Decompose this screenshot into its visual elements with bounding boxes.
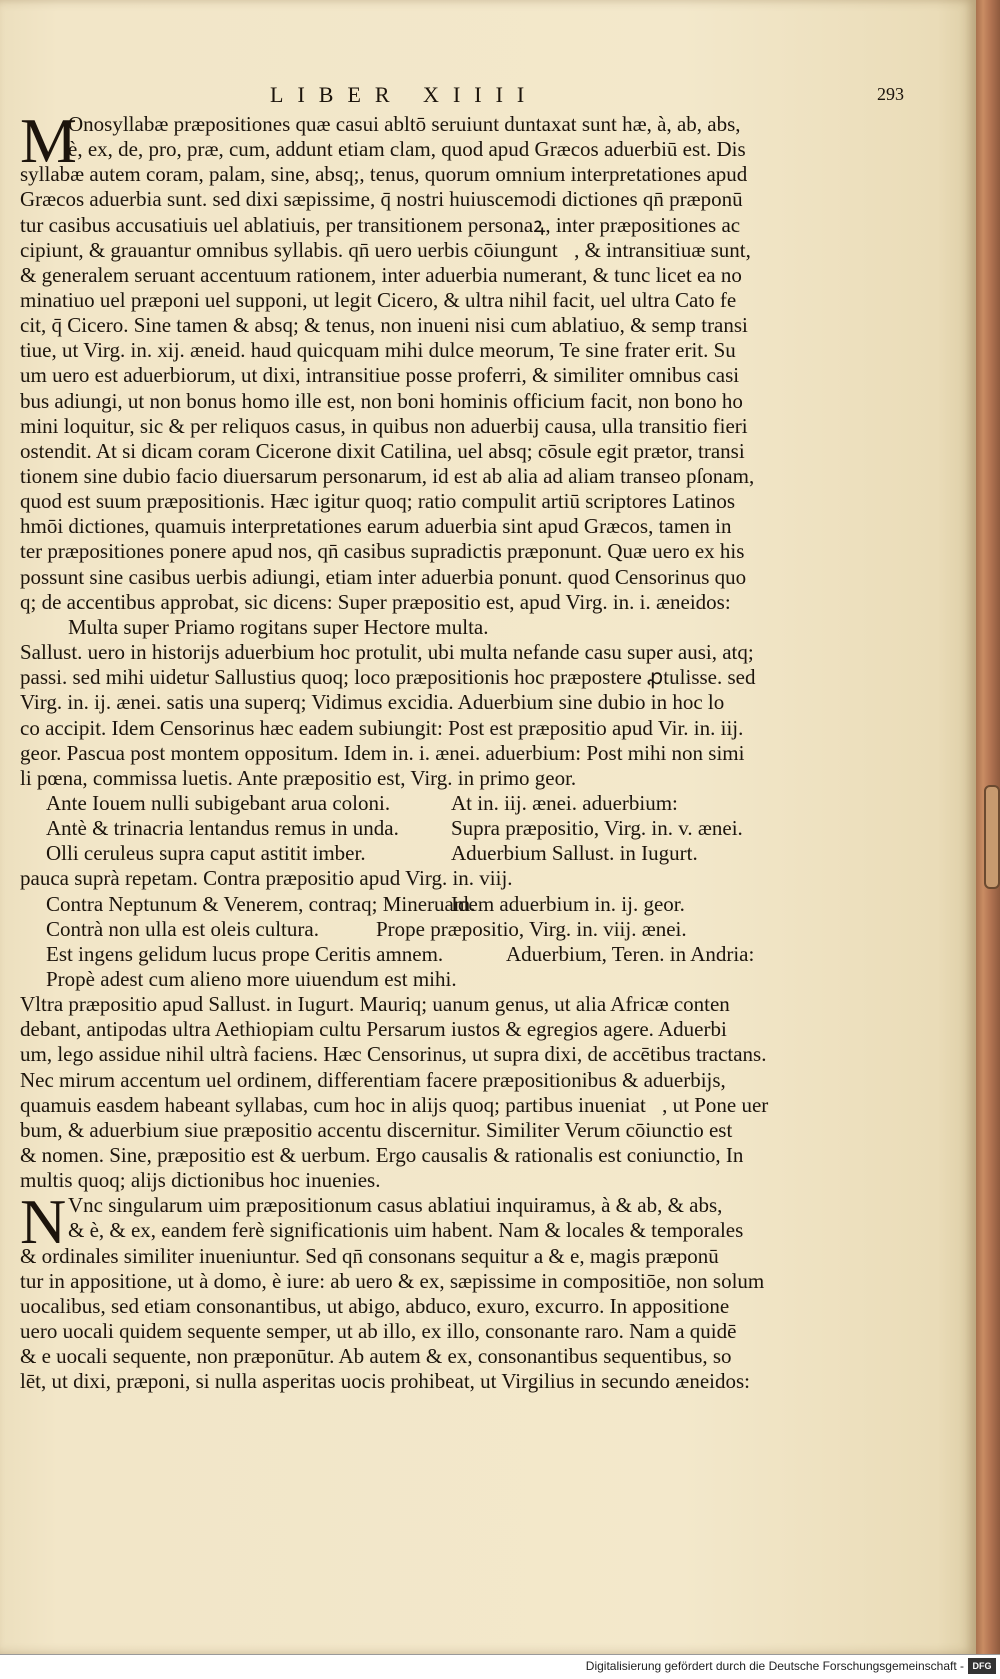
verse-right: Aduerbium, Teren. in Andria: [506, 941, 755, 966]
folio-number: 293 [877, 84, 904, 104]
footer-bar [0, 1654, 1000, 1679]
page-header [270, 82, 904, 112]
text-line: Sallust. uero in historijs aduerbium hoc protulit, ubi multa nefande casu super ausi, atq; [20, 640, 754, 665]
text-line: debant, antipodas ultra Aethiopiam cultu Persarum iustos & egregios agere. Aduerbi [20, 1017, 727, 1042]
verse-row [20, 841, 830, 866]
verse-right: Idem aduerbium in. ij. geor. [451, 891, 685, 916]
verse-right: Prope præpositio, Virg. in. viij. ænei. [376, 916, 687, 941]
main-text [20, 105, 830, 1395]
verse-right: Supra præpositio, Virg. in. v. ænei. [451, 816, 743, 841]
verse-left: Ante Iouem nulli subigebant arua coloni. [46, 790, 391, 815]
text-line: mini loquitur, sic & per reliquos casus, in quibus non aduerbij causa, ulla transitio fieri [20, 413, 748, 438]
text-line: Vnc singularum uim præpositionum casus ablatiui inquiramus, à & ab, & abs, [68, 1193, 723, 1218]
verse-quote: Propè adest cum alieno more uiuendum est mihi. [46, 966, 457, 991]
text-line: tiue, ut Virg. in. xij. æneid. haud quicquam mihi dulce meorum, Te sine frater erit. Su [20, 338, 736, 363]
text-line: passi. sed mihi uidetur Sallustius quoq; loco præpositionis hoc præpostere ꝓtulisse. sed [20, 665, 756, 690]
text-line: tur in appositione, ut à domo, è iure: ab uero & ex, sæpissime in compositiōe, non solum [20, 1268, 765, 1293]
verse-left: Olli ceruleus supra caput astitit imber. [46, 841, 366, 866]
drop-cap-m: M [20, 105, 77, 176]
text-line: Nec mirum accentum uel ordinem, differentiam facere præpositionibus & aduerbijs, [20, 1067, 726, 1092]
text-line: Virg. in. ij. ænei. satis una superq; Vidimus excidia. Aduerbium sine dubio in hoc lo [20, 690, 725, 715]
verse-quote: Multa super Priamo rogitans super Hectore multa. [68, 615, 489, 639]
text-line: Vltra præpositio apud Sallust. in Iugurt. Mauriq; uanum genus, ut alia Africæ conten [20, 992, 730, 1017]
verse-row [20, 791, 830, 816]
text-line: uero uocali quidem sequente semper, ut ab illo, ex illo, consonante raro. Nam a quidē [20, 1318, 737, 1343]
text-line: è, ex, de, pro, præ, cum, addunt etiam clam, quod apud Græcos aduerbiū est. Dis [68, 137, 746, 162]
text-line: bum, & aduerbium siue præpositio accentu discernitur. Similiter Verum cōiunctio est [20, 1117, 733, 1142]
text-line: possunt sine casibus uerbis adiungi, etiam inter aduerbia ponunt. quod Censorinus quo [20, 564, 747, 589]
verse-row [20, 942, 830, 967]
text-line: quamuis easdem habeant syllabas, cum hoc in alijs quoq; partibus inueniatᷣ, ut Pone uer [20, 1092, 769, 1117]
text-line: ostendit. At si dicam coram Cicerone dixit Catilina, uel absq; cōsule egit prætor, transi [20, 438, 745, 463]
book-clasp [984, 785, 1000, 889]
text-line: minatiuo uel præponi uel supponi, ut legit Cicero, & ultra nihil facit, uel ultra Cato fe [20, 287, 737, 312]
dfg-logo-icon: DFG [968, 1658, 996, 1674]
verse-row [20, 892, 830, 917]
verse-right: At in. iij. ænei. aduerbium: [451, 790, 678, 815]
verse-left: Est ingens gelidum lucus prope Ceritis amnem. [46, 941, 444, 966]
text-line: multis quoq; alijs dictionibus hoc inuenies. [20, 1168, 381, 1193]
text-line: cit, q̄ Cicero. Sine tamen & absq; & tenus, non inueni nisi cum ablatiuo, & semp transi [20, 313, 748, 338]
digitization-credit: Digitalisierung gefördert durch die Deutsche Forschungsgemeinschaft - [585, 1659, 964, 1673]
drop-cap-n: N [20, 1186, 67, 1258]
text-line: hmōi dictiones, quamuis interpretationes earum aduerbia sint apud Græcos, tamen in [20, 514, 732, 539]
text-line: & ordinales similiter inueniuntur. Sed qn̄ consonans sequitur a & e, magis præponū [20, 1243, 719, 1268]
verse-row [20, 816, 830, 841]
running-head: LIBER XIIII [270, 82, 539, 107]
verse-left: Contra Neptunum & Venerem, contraq; Mineruam. [46, 891, 476, 916]
text-line: co accipit. Idem Censorinus hæc eadem subiungit: Post est præpositio apud Vir. in. iij. [20, 715, 744, 740]
text-line: & è, & ex, eandem ferè significationis uim habent. Nam & locales & temporales [68, 1218, 744, 1243]
text-line: Græcos aduerbia sunt. sed dixi sæpissime, q̄ nostri huiuscemodi dictiones qn̄ præponū [20, 187, 743, 212]
paragraph-1 [20, 105, 830, 615]
verse-row [20, 917, 830, 942]
text-line: tionem sine dubio facio diuersarum personarum, id est ab alia ad aliam transeo pſonam, [20, 463, 755, 488]
verse-left: Antè & trinacria lentandus remus in unda. [46, 816, 399, 841]
text-line: cipiunt, & grauantur omnibus syllabis. qn̄ uero uerbis cōiunguntᷣ, & intransitiuæ sunt, [20, 237, 751, 262]
text-line: & e uocali sequente, non præponūtur. Ab autem & ex, consonantibus sequentibus, so [20, 1344, 732, 1369]
text-line: geor. Pascua post montem oppositum. Idem in. i. ænei. aduerbium: Post mihi non simi [20, 740, 745, 765]
text-line: bus adiungi, ut non bonus homo ille est, non boni hominis officium facit, non bono ho [20, 388, 743, 413]
text-line: ter præpositiones ponere apud nos, qn̄ casibus supradictis præponunt. Quæ uero ex his [20, 539, 745, 564]
text-line: Onosyllabæ præpositiones quæ casui abltō seruiunt duntaxat sunt hæ, à, ab, abs, [68, 112, 741, 136]
text-line: q; de accentibus approbat, sic dicens: Super præpositio est, apud Virg. in. i. æneidos: [20, 589, 731, 614]
text-line: um, lego assidue nihil ultrà faciens. Hæc Censorinus, ut supra dixi, de accētibus tractans. [20, 1042, 767, 1067]
text-line: uocalibus, sed etiam consonantibus, ut abigo, abduco, exuro, excurro. In appositione [20, 1293, 730, 1318]
text-line: lēt, ut dixi, præponi, si nulla asperitas uocis prohibeat, ut Virgilius in secundo æneidos: [20, 1369, 750, 1394]
text-line: um uero est aduerbiorum, ut dixi, intransitiue posse proferri, & similiter omnibus casi [20, 363, 740, 388]
text-line: pauca suprà repetam. Contra præpositio apud Virg. in. viij. [20, 866, 513, 891]
text-line: & generalem seruant accentuum rationem, inter aduerbia numerant, & tunc licet ea no [20, 262, 742, 287]
verse-left: Contrà non ulla est oleis cultura. [46, 916, 319, 941]
text-line: quod est suum præpositionis. Hæc igitur quoq; ratio compulit artiū scriptores Latinos [20, 489, 736, 514]
text-line: li pœna, commissa luetis. Ante præpositio est, Virg. in primo geor. [20, 765, 577, 790]
verse-right: Aduerbium Sallust. in Iugurt. [451, 841, 698, 866]
text-line: syllabæ autem coram, palam, sine, absq;, tenus, quorum omnium interpretationes apud [20, 162, 748, 187]
paragraph-5 [20, 1186, 830, 1395]
text-line: tur casibus accusatiuis uel ablatiuis, per transitionem personaꝝ, inter præpositiones ac [20, 212, 741, 237]
text-line: & nomen. Sine, præpositio est & uerbum. Ergo causalis & rationalis est coniunctio, In [20, 1142, 744, 1167]
